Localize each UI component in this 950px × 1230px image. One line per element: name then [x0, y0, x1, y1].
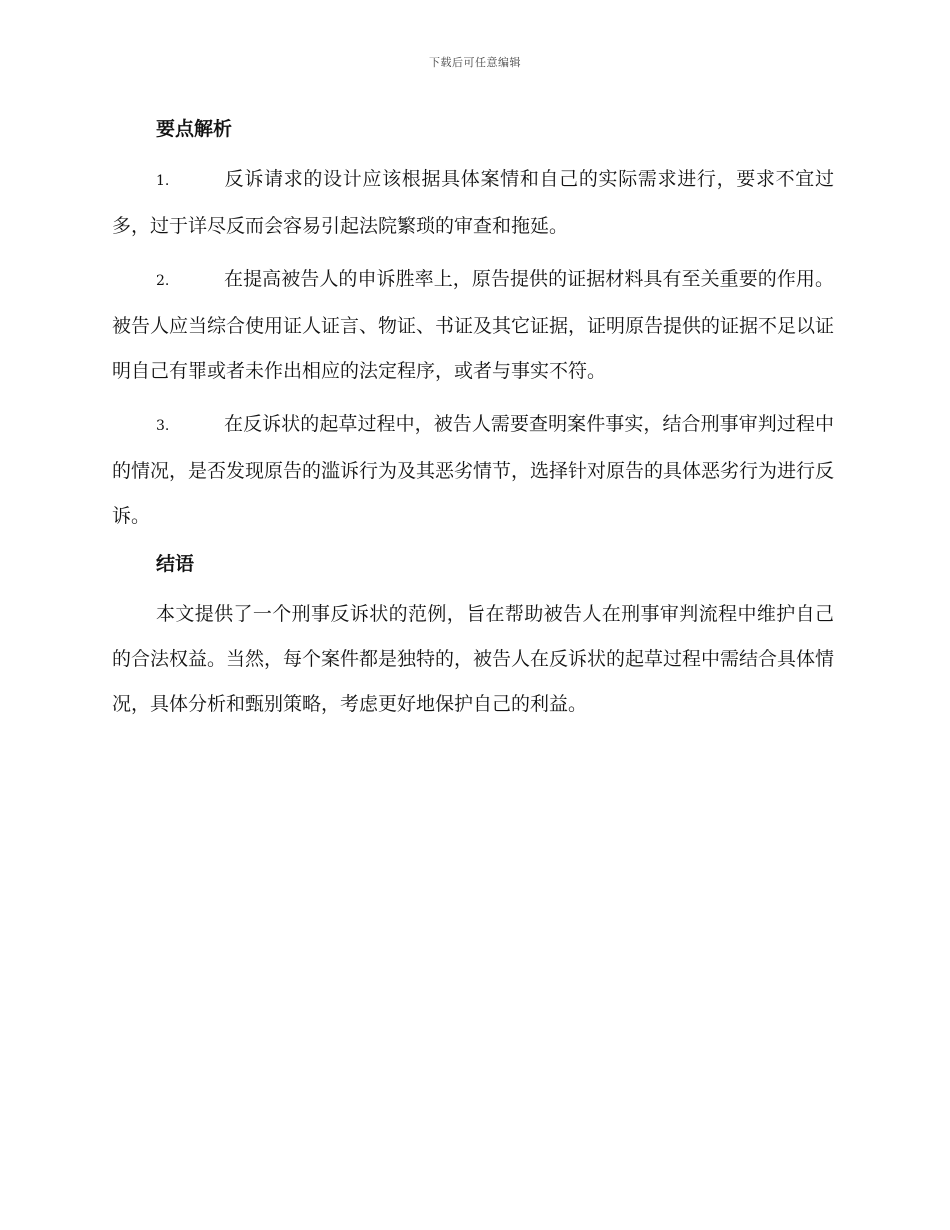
conclusion-paragraph: 本文提供了一个刑事反诉状的范例，旨在帮助被告人在刑事审判流程中维护自己的合法权益。当然，每个案件都是独特的，被告人在反诉状的起草过程中需结合具体情况，具体分析和甄别策略，考虑更好地保护自己的利益。 [112, 603, 835, 715]
document-body [112, 112, 834, 735]
list-item [112, 257, 834, 394]
section-heading-analysis: 要点解析 [156, 118, 233, 140]
list-item-text: 在反诉状的起草过程中，被告人需要查明案件事实，结合刑事审判过程中的情况，是否发现原告的滥诉行为及其恶劣情节，选择针对原告的具体恶劣行为进行反诉。 [112, 413, 835, 527]
list-item-number: 1. [156, 173, 170, 189]
list-item-number: 3. [156, 418, 170, 434]
list-item-number: 2. [156, 273, 170, 289]
list-item [112, 157, 834, 249]
list-item [112, 402, 834, 539]
list-item-text: 在提高被告人的申诉胜率上，原告提供的证据材料具有至关重要的作用。被告人应当综合使用证人证言、物证、书证及其它证据，证明原告提供的证据不足以证明自己有罪或者未作出相应的法定程序，或者与事实不符。 [112, 268, 835, 382]
header-note: 下载后可任意编辑 [429, 56, 521, 69]
list-item-text: 反诉请求的设计应该根据具体案情和自己的实际需求进行，要求不宜过多，过于详尽反而会容易引起法院繁琐的审查和拖延。 [112, 168, 834, 237]
section-heading-conclusion: 结语 [156, 553, 195, 575]
